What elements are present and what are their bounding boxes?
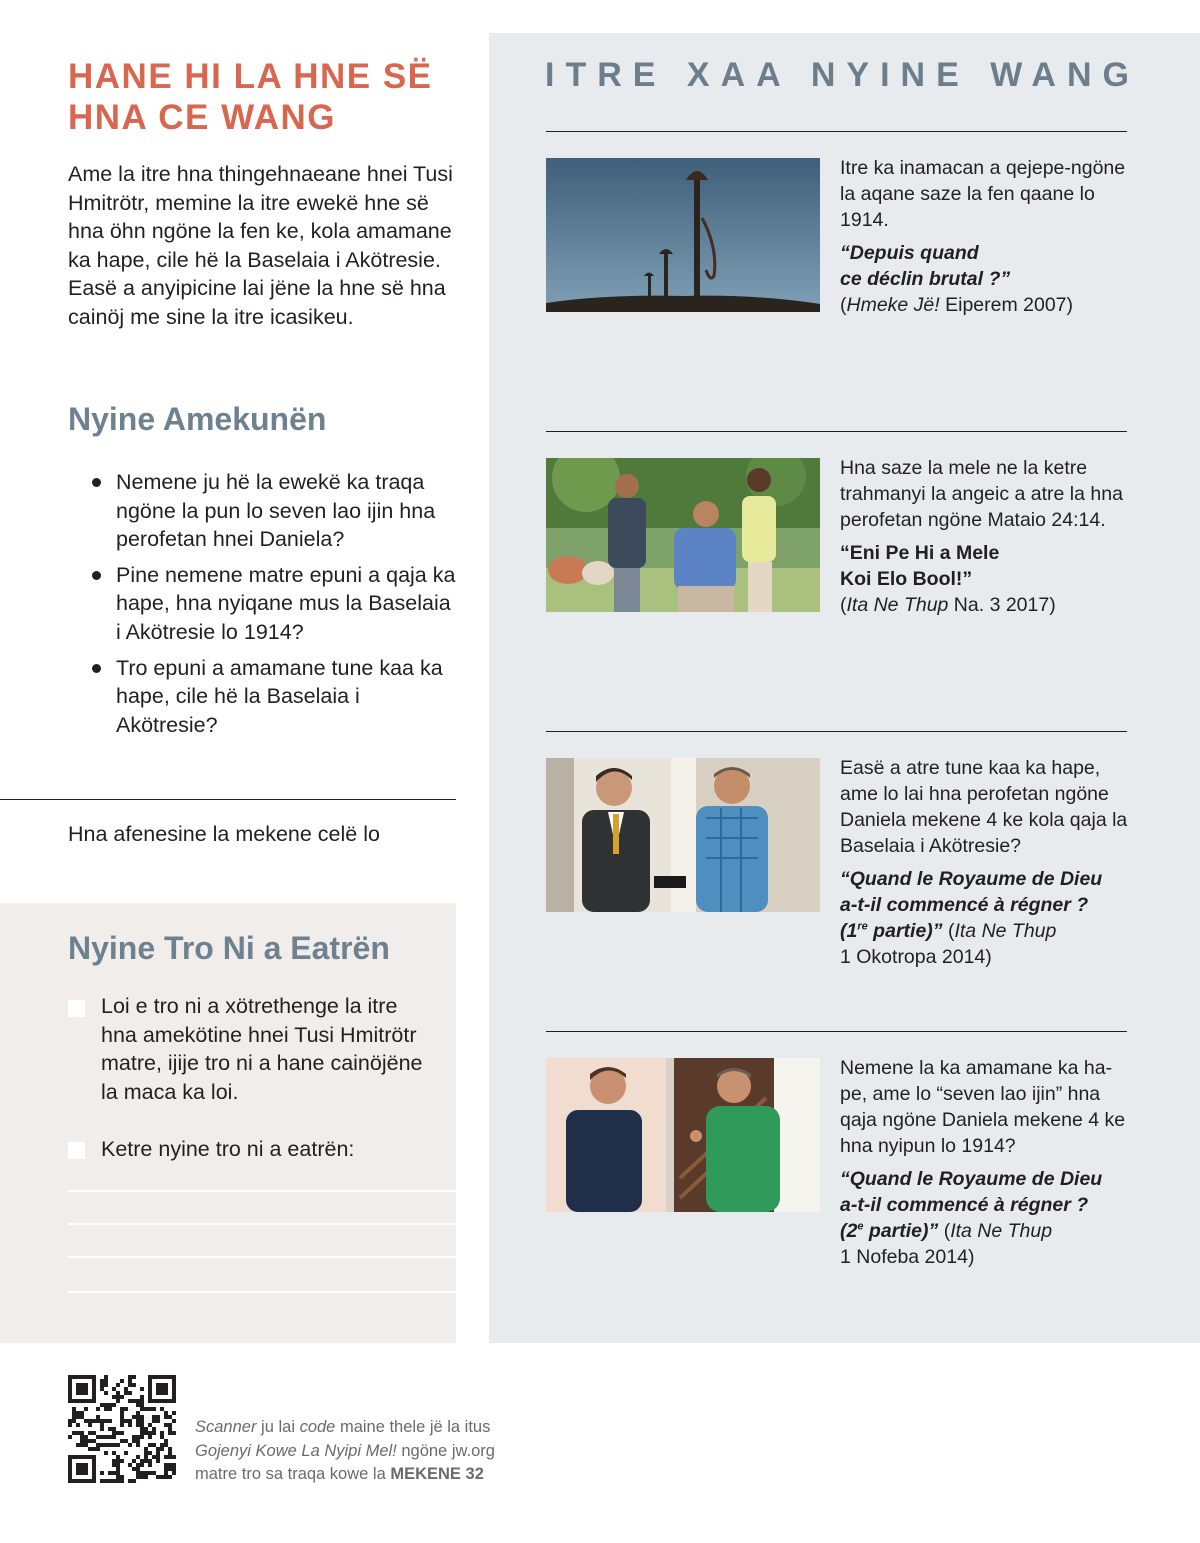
reading-item-2 [840,455,1130,618]
write-line[interactable] [68,1256,456,1258]
questions-list [90,468,460,746]
intro-paragraph: Ame la itre hna thingehnaeane hnei Tusi Hmitrötr, memine la itre ewekë hne së hna öhn ngöne la fen ke, kola amamane ka hape, cile hë la Baselaia i Akötresie. Easë a anyipicine lai jëne la hne së hna cainöj me sine la itre icasikeu. [68,162,453,329]
reference-line: Hna afenesine la mekene celë lo [68,822,380,846]
family-photo [546,458,820,612]
write-line[interactable] [68,1223,456,1225]
checkbox-1-label: Loi e tro ni a xötrethenge la itre hna amekötine hnei Tusi Hmitrötr matre, ijije tro ni a hane cainöjëne la maca ka loi. [101,994,423,1104]
publication-title[interactable]: “Depuis quand ce déclin brutal ?” [840,242,1011,290]
bullet-icon [92,478,101,487]
reading-item-1 [840,155,1130,318]
review-heading: Nyine Tro Ni a Eatrën [68,930,390,966]
publication-title[interactable]: “Quand le Royaume de Dieu a-t-il commencé à régner ? (2e partie)” (Ita Ne Thup [840,1168,1103,1242]
reading-item-4 [840,1055,1130,1270]
write-line[interactable] [68,1190,456,1192]
divider [546,1031,1127,1032]
item-description: Itre ka inamacan a qejepe-ngöne la aqane saze la fen qaane lo 1914. [840,157,1126,231]
item-description: Nemene la ka amamane ka ha-pe, ame lo “seven lao ijin” hna qaja ngöne Daniela mekene 4 ke hna nyipun lo 1914? [840,1057,1126,1157]
checkbox-2[interactable] [68,1142,85,1159]
page-title-line-1: HANE HI LA HNE SË [68,57,433,96]
divider [546,431,1127,432]
item-description: Hna saze la mele ne la ketre trahmanyi la angeic a atre la hna perofetan ngöne Mataio 24:14. [840,457,1123,531]
question-item [90,561,460,647]
front-door-conversation-photo [546,1058,820,1212]
question-text: Tro epuni a amamane tune kaa ka hape, cile hë la Baselaia i Akötresie? [116,655,443,737]
page-title [68,56,468,138]
bullet-icon [92,664,101,673]
question-text: Nemene ju hë la ewekë ka traqa ngöne la pun lo seven lao ijin hna perofetan hnei Daniela? [116,470,436,552]
war-memorial-photo [546,158,820,312]
item-description: Easë a atre tune kaa ka hape, ame lo lai hna perofetan ngöne Daniela mekene 4 ke kola qaja la Baselaia i Akötresie? [840,757,1128,857]
page-title-line-2: HNA CE WANG [68,98,336,137]
write-line[interactable] [68,1291,456,1293]
review-panel [0,903,456,1343]
question-text: Pine nemene matre epuni a qaja ka hape, hna nyiqane mus la Baselaia i Akötresie lo 1914? [116,562,456,644]
publication-source: 1 Okotropa 2014) [840,946,992,968]
question-item [90,468,460,554]
further-reading-title: ITRE XAA NYINE WANG [545,56,1140,94]
publication-source: (Hmeke Jë! Eiperem 2007) [840,294,1074,316]
divider [546,731,1127,732]
checkbox-2-label: Ketre nyine tro ni a eatrën: [101,1137,355,1161]
publication-source: 1 Nofeba 2014) [840,1246,975,1268]
checkbox-1[interactable] [68,1000,85,1017]
doorstep-conversation-photo [546,758,820,912]
publication-title[interactable]: “Quand le Royaume de Dieu a-t-il commencé à régner ? (1re partie)” (Ita Ne Thup [840,868,1103,942]
qr-code-icon[interactable] [68,1375,176,1483]
reading-item-3 [840,755,1130,970]
publication-title[interactable]: “Eni Pe Hi a Mele Koi Elo Bool!” [840,542,1000,590]
divider [0,799,456,800]
divider [546,131,1127,132]
bullet-icon [92,571,101,580]
publication-source: (Ita Ne Thup Na. 3 2017) [840,594,1056,616]
footer-note: Scanner ju lai code maine thele jë la itus Gojenyi Kowe La Nyipi Mel! ngöne jw.org matre tro sa traqa kowe la MEKENE 32 [195,1418,495,1483]
questions-heading: Nyine Amekunën [68,401,327,437]
question-item [90,654,460,740]
